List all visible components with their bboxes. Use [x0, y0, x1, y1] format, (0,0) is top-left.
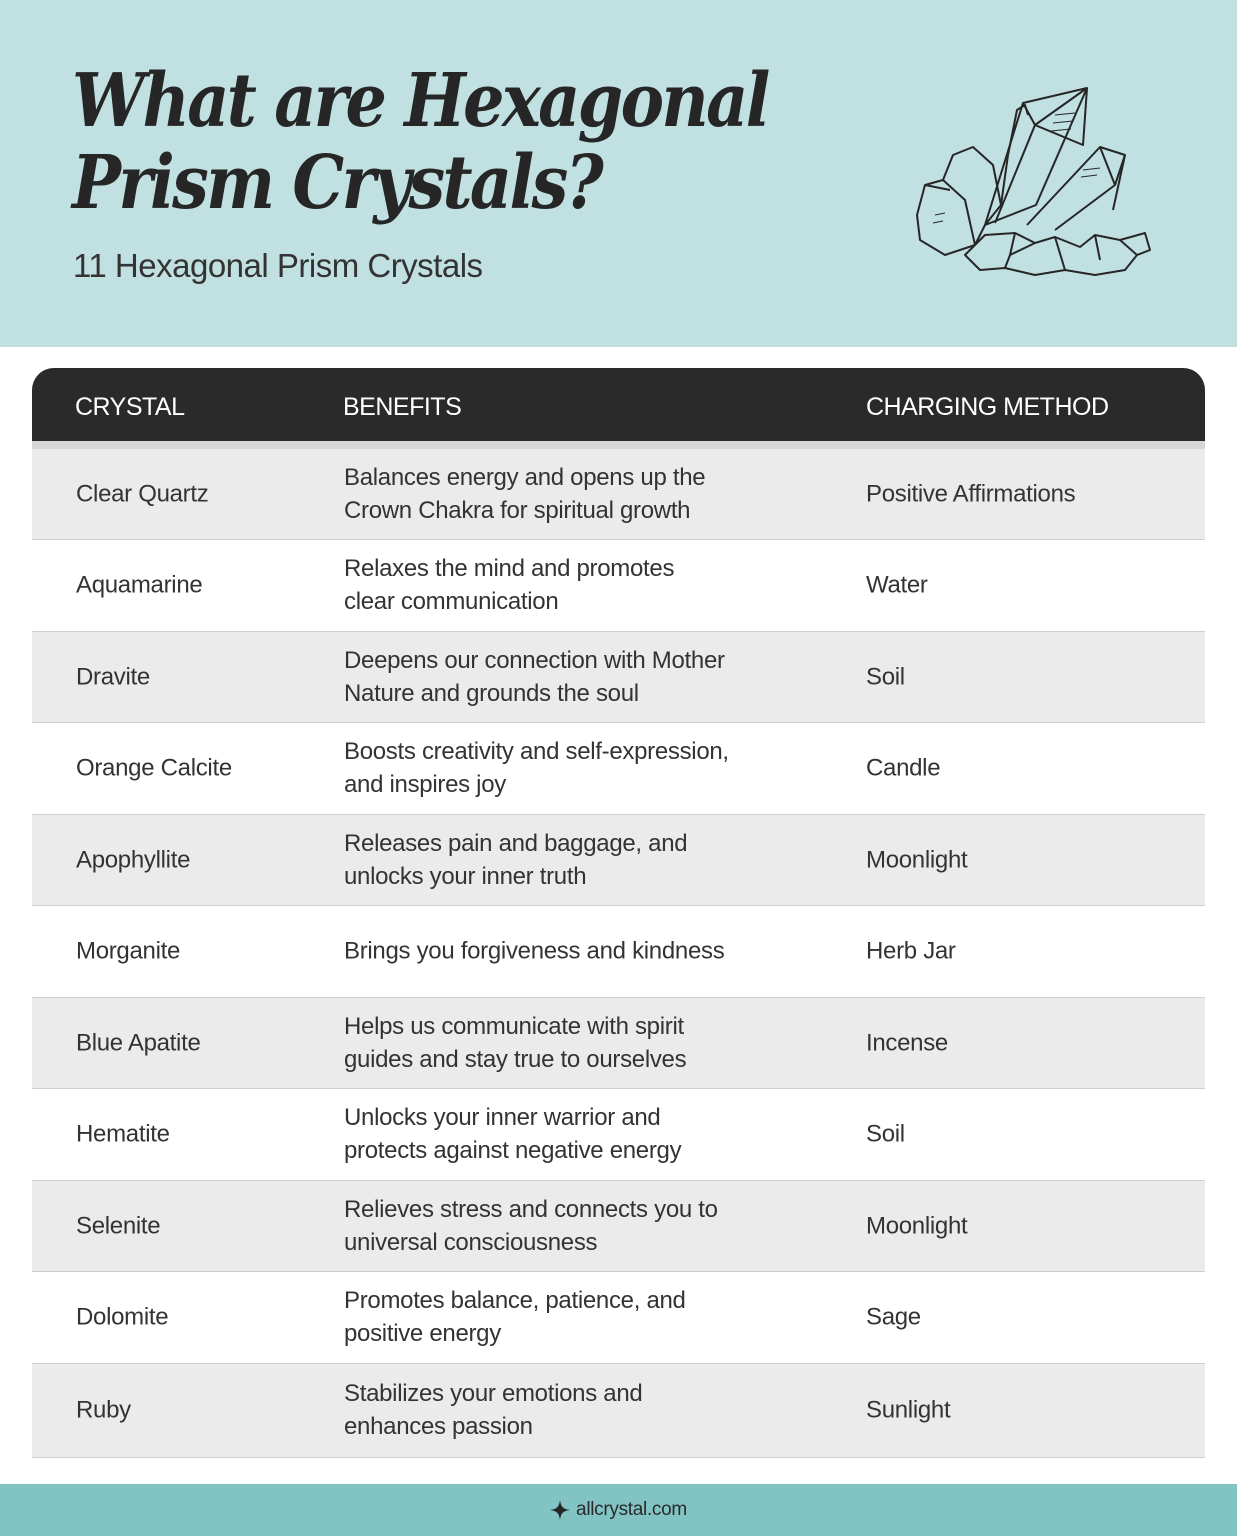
table-row	[32, 723, 1205, 815]
crystal-benefits	[344, 1377, 794, 1443]
benefits-line: Helps us communicate with spirit	[344, 1012, 684, 1040]
charging-method: Sage	[866, 1303, 921, 1331]
benefits-line: Crown Chakra for spiritual growth	[344, 497, 691, 524]
benefits-line: protects against negative energy	[344, 1137, 682, 1165]
benefits-line: Relaxes the mind and promotes	[344, 555, 675, 583]
column-header-crystal: CRYSTAL	[75, 393, 185, 421]
charging-method: Moonlight	[866, 1212, 968, 1240]
crystal-name: Aquamarine	[76, 571, 203, 599]
benefits-line: Promotes balance, patience, and	[344, 1287, 686, 1315]
page-title	[72, 60, 829, 224]
table-row	[32, 632, 1205, 724]
benefits-line: universal consciousness	[344, 1228, 598, 1256]
benefits-line: and inspires joy	[344, 771, 506, 799]
charging-method: Soil	[866, 663, 905, 691]
table-row	[32, 540, 1205, 632]
title-line-2: Prism Crystals?	[72, 140, 602, 226]
crystal-name: Apophyllite	[76, 846, 191, 874]
page-subtitle: 11 Hexagonal Prism Crystals	[73, 247, 483, 284]
benefits-line: Brings you forgiveness and kindness	[344, 937, 725, 965]
benefits-line: enhances passion	[344, 1413, 533, 1440]
benefits-line: unlocks your inner truth	[344, 862, 587, 890]
hero-banner	[0, 0, 1237, 347]
crystal-name: Clear Quartz	[76, 480, 209, 508]
benefits-line: Releases pain and baggage, and	[344, 829, 688, 857]
header-divider	[32, 441, 1205, 449]
crystal-benefits	[344, 461, 794, 527]
crystal-name: Selenite	[76, 1212, 161, 1240]
table-row	[32, 1272, 1205, 1364]
charging-method: Water	[866, 571, 928, 599]
benefits-line: Unlocks your inner warrior and	[344, 1104, 661, 1132]
sparkle-star-icon	[550, 1500, 570, 1520]
charging-method: Herb Jar	[866, 937, 956, 965]
benefits-line: guides and stay true to ourselves	[344, 1045, 687, 1073]
crystal-name: Dravite	[76, 663, 150, 691]
crystal-name: Hematite	[76, 1120, 170, 1148]
crystal-benefits	[344, 935, 794, 968]
benefits-line: positive energy	[344, 1320, 501, 1348]
benefits-line: Relieves stress and connects you to	[344, 1195, 718, 1223]
charging-method: Moonlight	[866, 846, 968, 874]
charging-method: Candle	[866, 754, 941, 782]
table-row	[32, 906, 1205, 998]
crystal-name: Dolomite	[76, 1303, 169, 1331]
column-header-benefits: BENEFITS	[343, 393, 462, 421]
charging-method: Soil	[866, 1120, 905, 1148]
crystal-name: Ruby	[76, 1396, 131, 1424]
column-header-charging-method: CHARGING METHOD	[866, 393, 1109, 421]
crystal-cluster-icon	[905, 85, 1155, 280]
crystal-benefits	[344, 644, 794, 710]
crystal-name: Orange Calcite	[76, 754, 232, 782]
table-row	[32, 815, 1205, 907]
benefits-line: Nature and grounds the soul	[344, 679, 639, 707]
crystal-benefits	[344, 1010, 794, 1076]
benefits-line: Stabilizes your emotions and	[344, 1380, 643, 1407]
crystal-benefits	[344, 1284, 794, 1350]
benefits-line: Balances energy and opens up the	[344, 464, 706, 491]
crystal-benefits	[344, 552, 794, 618]
footer-bar	[0, 1484, 1237, 1536]
benefits-line: clear communication	[344, 588, 559, 616]
benefits-line: Deepens our connection with Mother	[344, 646, 725, 674]
crystal-name: Blue Apatite	[76, 1029, 201, 1057]
charging-method: Incense	[866, 1029, 948, 1057]
crystal-benefits	[344, 1193, 794, 1259]
table-row	[32, 449, 1205, 540]
crystal-name: Morganite	[76, 937, 181, 965]
table-header	[32, 368, 1205, 441]
crystal-benefits	[344, 735, 794, 801]
charging-method: Positive Affirmations	[866, 480, 1076, 508]
table-row	[32, 1364, 1205, 1458]
website-link[interactable]: allcrystal.com	[576, 1499, 687, 1520]
title-line-1: What are Hexagonal	[72, 58, 768, 144]
benefits-line: Boosts creativity and self-expression,	[344, 738, 729, 766]
table-row	[32, 1181, 1205, 1273]
charging-method: Sunlight	[866, 1396, 951, 1424]
crystal-table	[32, 368, 1205, 1458]
crystal-benefits	[344, 827, 794, 893]
crystal-benefits	[344, 1101, 794, 1167]
table-row	[32, 998, 1205, 1090]
table-row	[32, 1089, 1205, 1181]
